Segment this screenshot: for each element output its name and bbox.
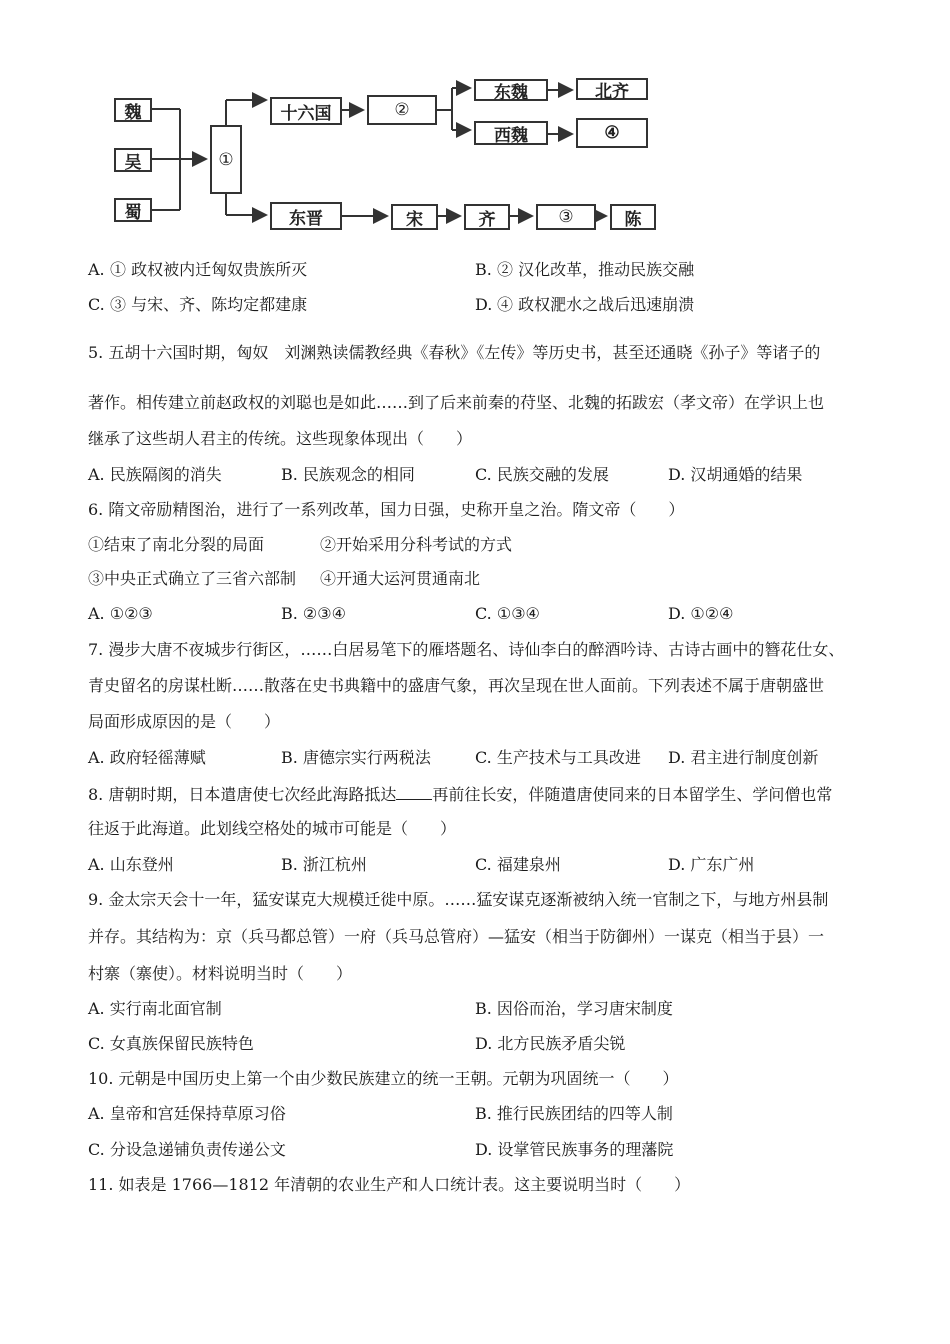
q8-option-d: D. 广东广州 (668, 855, 755, 874)
q9-option-a: A. 实行南北面官制 (88, 999, 222, 1018)
q6-statement-2: ②开始采用分科考试的方式 (320, 535, 513, 554)
q7-option-b: B. 唐德宗实行两税法 (281, 748, 431, 767)
q7-option-c: C. 生产技术与工具改进 (475, 748, 641, 767)
box-dongjin: 东晋 (270, 202, 342, 230)
q9-stem-line1: 9. 金太宗天会十一年，猛安谋克大规模迁徙中原。……猛安谋克逐渐被纳入统一官制之下，与地方州县制 (88, 890, 829, 909)
box-chen: 陈 (610, 204, 656, 230)
box-1: ① (210, 125, 242, 194)
q7-option-a: A. 政府轻徭薄赋 (88, 748, 206, 767)
q10-option-d: D. 设掌管民族事务的理藩院 (475, 1140, 674, 1159)
q8-stem-line2: 往返于此海道。此划线空格处的城市可能是（ ） (88, 819, 457, 838)
q5-option-a: A. 民族隔阂的消失 (88, 465, 222, 484)
box-qi: 齐 (464, 204, 510, 230)
box-wei: 魏 (114, 98, 152, 122)
q7-stem-line1: 7. 漫步大唐不夜城步行街区，……白居易笔下的雁塔题名、诗仙李白的醉酒吟诗、古诗古画中的簪花仕女、 (88, 640, 845, 659)
q10-option-b: B. 推行民族团结的四等人制 (475, 1104, 673, 1123)
q8-option-c: C. 福建泉州 (475, 855, 561, 874)
q8-stem-line1: 8. 唐朝时期，日本遣唐使七次经此海路抵达 再前往长安，伴随遣唐使同来的日本留学生、学问僧也常 (88, 785, 833, 804)
q10-stem: 10. 元朝是中国历史上第一个由少数民族建立的统一王朝。元朝为巩固统一（ ） (88, 1069, 679, 1088)
q5-option-d: D. 汉胡通婚的结果 (668, 465, 803, 484)
q4-option-b: B. ② 汉化改革，推动民族交融 (475, 260, 695, 279)
q9-option-c: C. 女真族保留民族特色 (88, 1034, 254, 1053)
box-shu: 蜀 (114, 198, 152, 222)
q6-statement-3: ③中央正式确立了三省六部制 (88, 569, 297, 588)
q6-option-b: B. ②③④ (281, 604, 346, 623)
q4-option-a: A. ① 政权被内迁匈奴贵族所灭 (88, 260, 308, 279)
q9-stem-line3: 村寨（寨使）。材料说明当时（ ） (88, 964, 353, 983)
q6-statement-4: ④开通大运河贯通南北 (320, 569, 481, 588)
q5-option-c: C. 民族交融的发展 (475, 465, 609, 484)
q10-option-c: C. 分设急递铺负责传递公文 (88, 1140, 286, 1159)
q6-stem: 6. 隋文帝励精图治，进行了一系列改革，国力日强，史称开皇之治。隋文帝（ ） (88, 500, 685, 519)
box-2: ② (367, 95, 437, 125)
q5-stem-line2: 著作。相传建立前赵政权的刘聪也是如此……到了后来前秦的苻坚、北魏的拓跋宏（孝文帝）在学识上也 (88, 393, 825, 412)
q6-option-d: D. ①②④ (668, 604, 734, 623)
q6-option-c: C. ①③④ (475, 604, 540, 623)
q4-option-d: D. ④ 政权淝水之战后迅速崩溃 (475, 295, 695, 314)
q11-stem: 11. 如表是 1766—1812 年清朝的农业生产和人口统计表。这主要说明当时（ ） (88, 1175, 691, 1194)
box-3: ③ (536, 204, 596, 230)
box-beiqi: 北齐 (576, 78, 648, 100)
q6-statement-1: ①结束了南北分裂的局面 (88, 535, 265, 554)
q9-option-d: D. 北方民族矛盾尖锐 (475, 1034, 626, 1053)
q5-stem-line3: 继承了这些胡人君主的传统。这些现象体现出（ ） (88, 429, 473, 448)
box-sixteen-kingdoms: 十六国 (270, 97, 342, 125)
dynasty-flow-diagram (100, 70, 670, 242)
q10-option-a: A. 皇帝和宫廷保持草原习俗 (88, 1104, 286, 1123)
box-4: ④ (576, 118, 648, 148)
q5-stem-line1: 5. 五胡十六国时期，匈奴 刘渊熟读儒教经典《春秋》《左传》等历史书，甚至还通晓《孙子》等诸子的 (88, 343, 821, 362)
q8-option-a: A. 山东登州 (88, 855, 174, 874)
q7-stem-line2: 青史留名的房谋杜断……散落在史书典籍中的盛唐气象，再次呈现在世人面前。下列表述不属于唐朝盛世 (88, 676, 825, 695)
box-xiwei: 西魏 (474, 121, 548, 145)
q9-stem-line2: 并存。其结构为：京（兵马都总管）一府（兵马总管府）—猛安（相当于防御州）一谋克（相当于县）一 (88, 927, 825, 946)
q8-blank (396, 783, 432, 800)
q4-option-c: C. ③ 与宋、齐、陈均定都建康 (88, 295, 308, 314)
q7-stem-line3: 局面形成原因的是（ ） (88, 712, 281, 731)
box-song: 宋 (391, 204, 438, 230)
q7-option-d: D. 君主进行制度创新 (668, 748, 819, 767)
q8-option-b: B. 浙江杭州 (281, 855, 367, 874)
q9-option-b: B. 因俗而治，学习唐宋制度 (475, 999, 673, 1018)
box-dongwei: 东魏 (474, 79, 548, 101)
box-wu: 吴 (114, 148, 152, 172)
q6-option-a: A. ①②③ (88, 604, 153, 623)
q5-option-b: B. 民族观念的相同 (281, 465, 415, 484)
